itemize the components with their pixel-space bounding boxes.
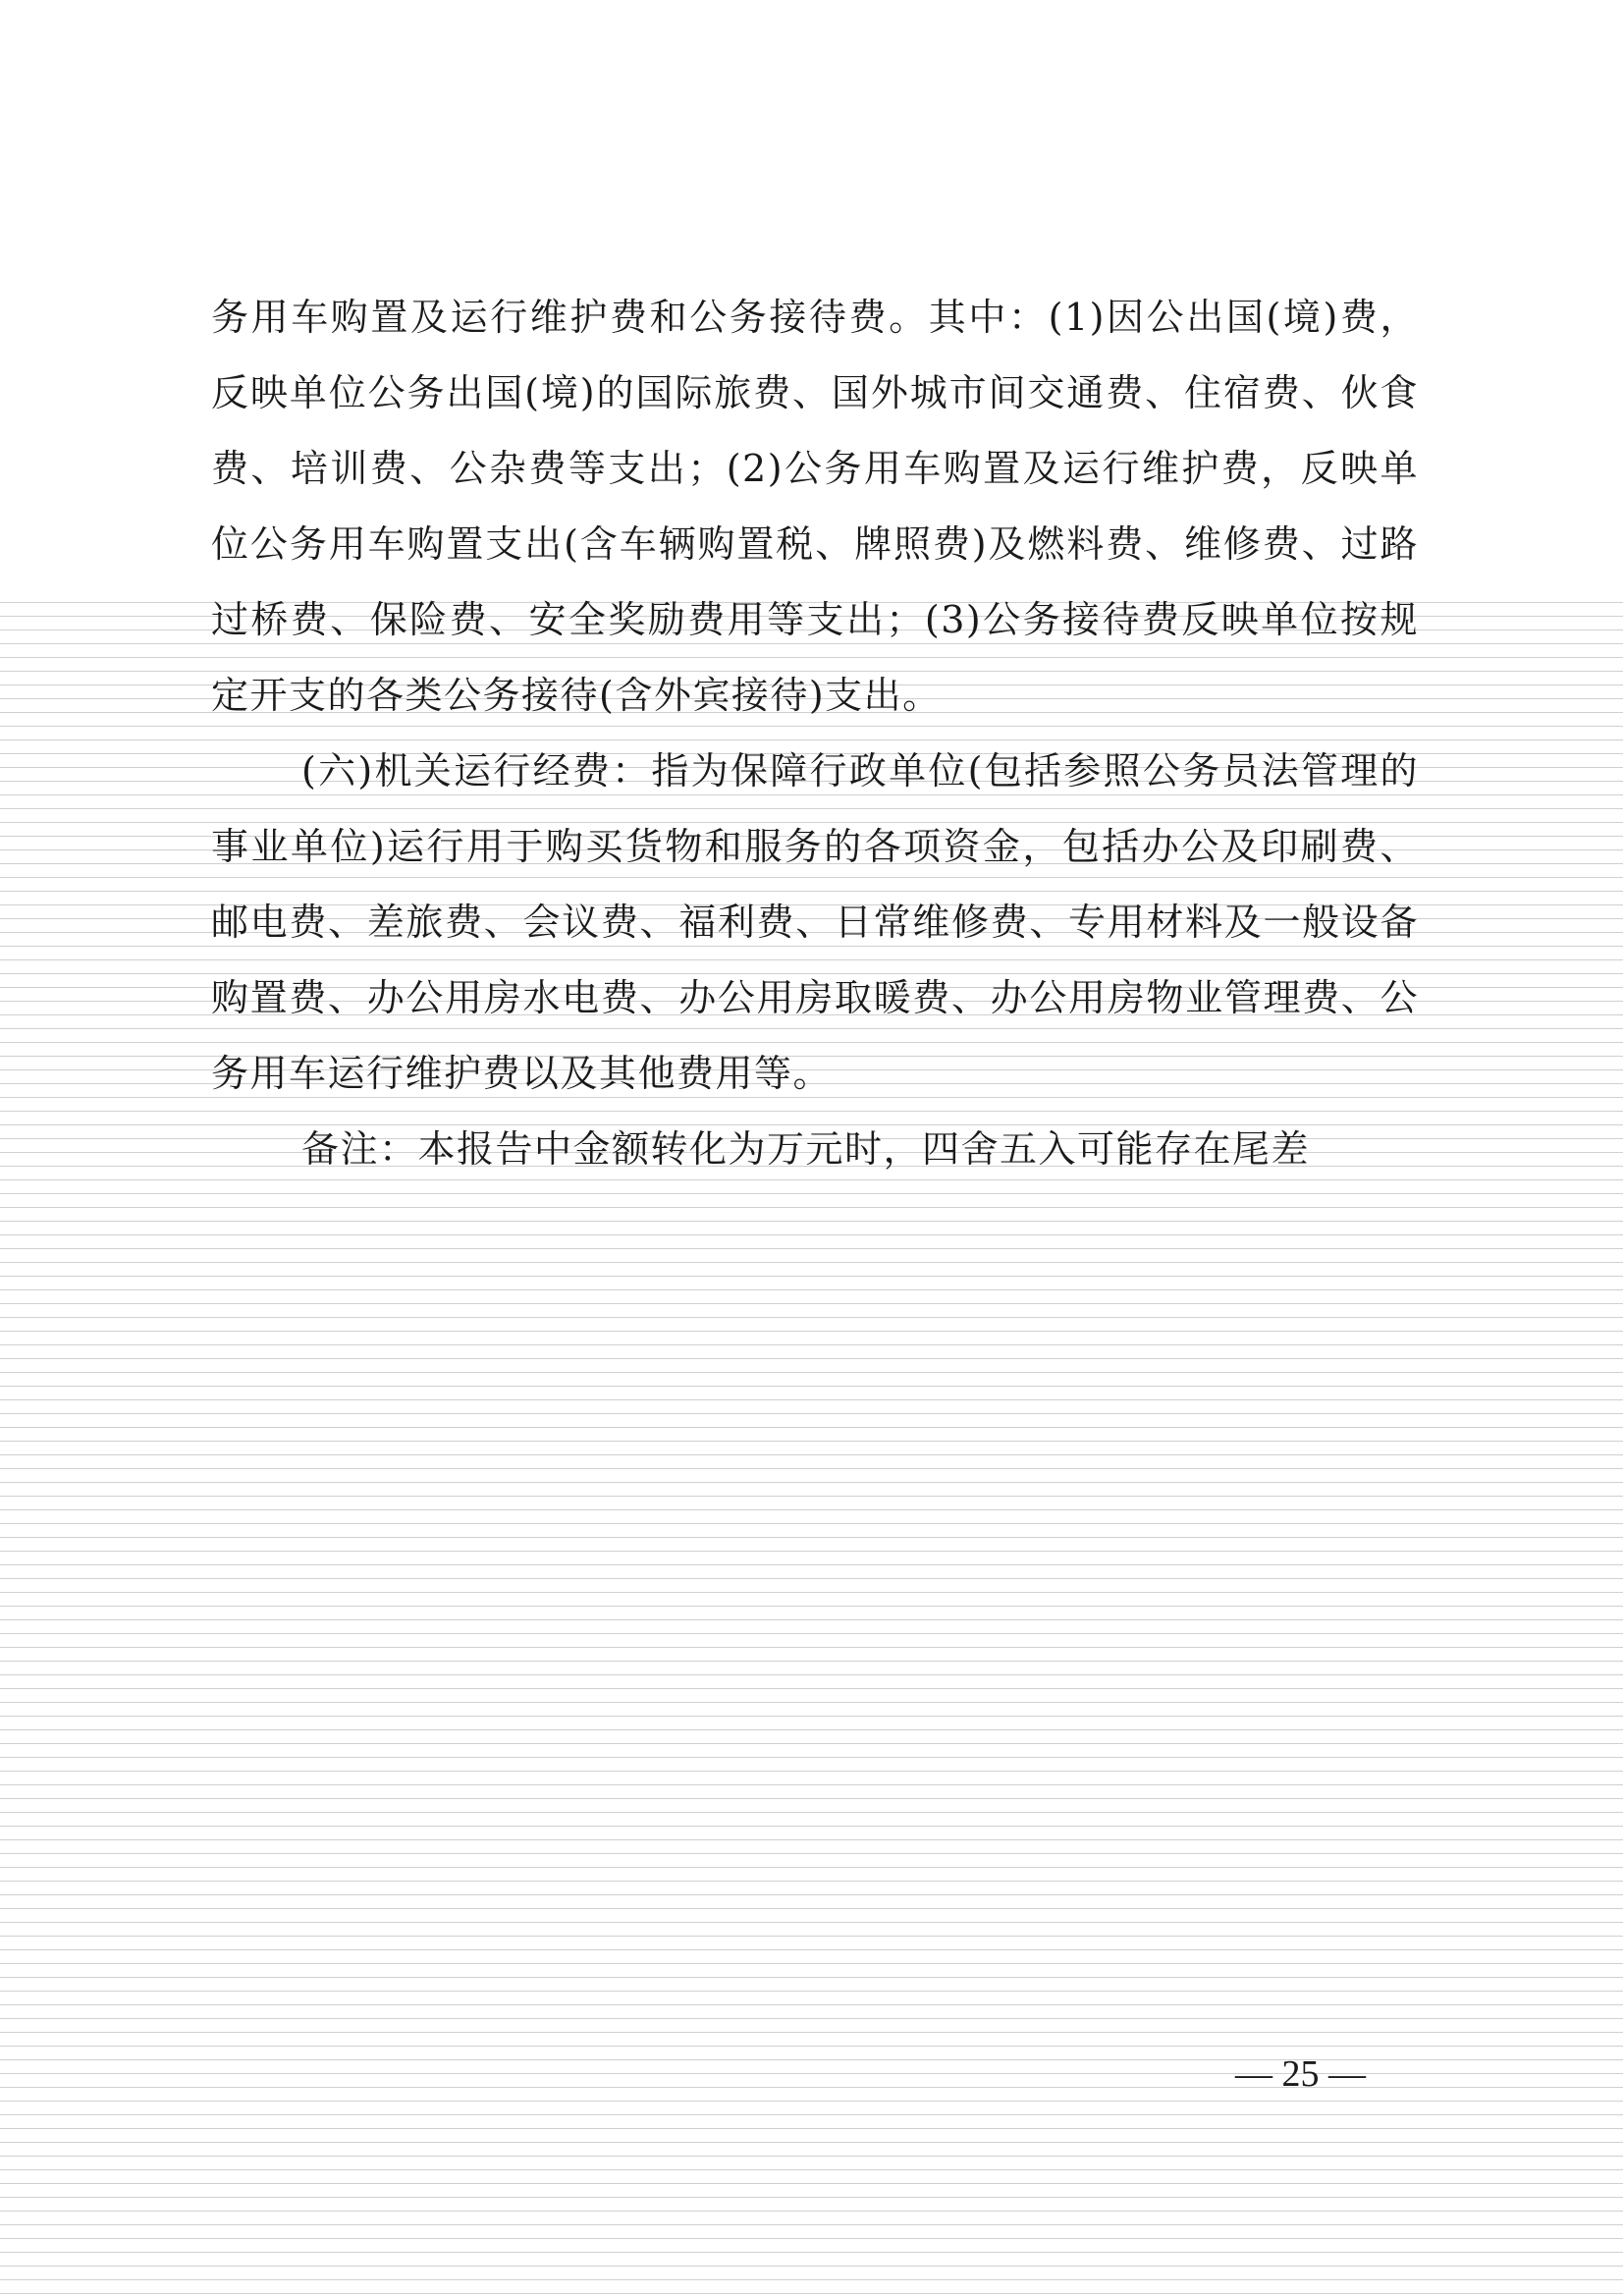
body-text [211,280,1419,1187]
paragraph-section-six: (六)机关运行经费：指为保障行政单位(包括参照公务员法管理的事业单位)运行用于购买货物和服务的各项资金，包括办公及印刷费、邮电费、差旅费、会议费、福利费、日常维修费、专用材料及一般设备购置费、办公用房水电费、办公用房取暖费、办公用房物业管理费、公务用车运行维护费以及其他费用等。 [211,749,1419,1095]
paragraph-continued: 务用车购置及运行维护费和公务接待费。其中：(1)因公出国(境)费，反映单位公务出国(境)的国际旅费、国外城市间交通费、住宿费、伙食费、培训费、公杂费等支出；(2)公务用车购置及运行维护费，反映单位公务用车购置支出(含车辆购置税、牌照费)及燃料费、维修费、过路过桥费、保险费、安全奖励费用等支出；(3)公务接待费反映单位按规定开支的各类公务接待(含外宾接待)支出。 [211,296,1419,717]
page-number: — 25 — [1235,2053,1366,2095]
paragraph-remark: 备注：本报告中金额转化为万元时，四舍五入可能存在尾差 [301,1127,1311,1171]
